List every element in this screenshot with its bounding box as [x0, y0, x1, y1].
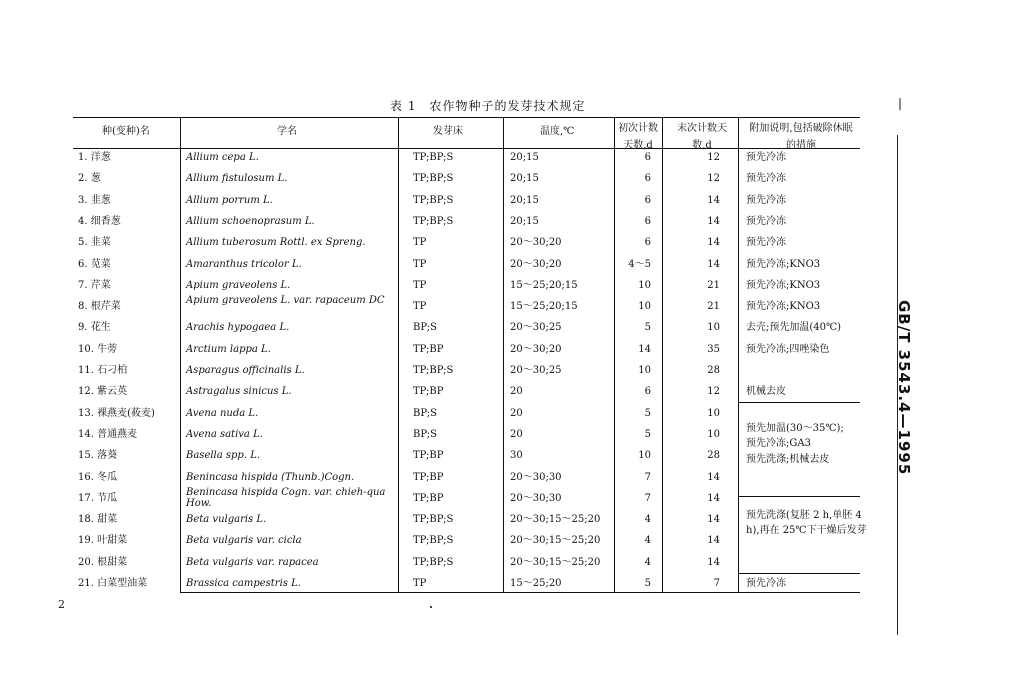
scan-dot — [430, 606, 432, 608]
cell-final-count: 14 — [707, 216, 720, 227]
cell-final-count: 12 — [707, 386, 720, 397]
cell-temp: 30 — [510, 450, 523, 461]
cell-note: 预先冷冻 — [746, 195, 786, 206]
cell-note: 预先冷冻 — [746, 173, 786, 184]
cell-final-count: 7 — [713, 578, 720, 589]
cell-final-count: 10 — [707, 408, 720, 419]
cell-first-count: 4～5 — [628, 259, 651, 270]
cell-temp: 15～25;20 — [510, 578, 562, 589]
cell-species: 19. 叶甜菜 — [78, 535, 128, 546]
cell-first-count: 5 — [644, 408, 651, 419]
cell-temp: 20～30;20 — [510, 259, 562, 270]
col-divider-2 — [398, 117, 399, 593]
cell-latin: Arachis hypogaea L. — [186, 322, 290, 333]
cell-latin: Benincasa hispida (Thunb.)Cogn. — [186, 472, 355, 483]
cell-temp: 20 — [510, 408, 523, 419]
cell-species: 21. 白菜型油菜 — [78, 578, 148, 589]
cell-latin: Allium fistulosum L. — [186, 173, 288, 184]
cell-final-count: 21 — [707, 280, 720, 291]
cell-species: 8. 根芹菜 — [78, 301, 121, 312]
table-bottom-rule — [180, 592, 860, 593]
cell-bed: BP;S — [413, 408, 437, 419]
cell-temp: 20～30;30 — [510, 493, 562, 504]
cell-latin: Astragalus sinicus L. — [186, 386, 292, 397]
cell-note: 预先冷冻;KNO3 — [746, 259, 821, 270]
page-mark: | — [898, 96, 903, 110]
header-first-count: 初次计数天数,d — [618, 123, 658, 151]
cell-bed: TP;BP;S — [413, 195, 454, 206]
cell-latin: Brassica campestris L. — [186, 578, 301, 589]
table-top-rule — [73, 117, 860, 118]
cell-latin: Allium tuberosum Rottl. ex Spreng. — [186, 237, 366, 248]
cell-species: 3. 韭葱 — [78, 195, 111, 206]
cell-temp: 20～30;20 — [510, 237, 562, 248]
cell-bed: TP;BP — [413, 344, 444, 355]
cell-latin: Apium graveolens L. var. rapaceum DC — [186, 295, 385, 306]
cell-final-count: 14 — [707, 535, 720, 546]
cell-bed: TP;BP;S — [413, 152, 454, 163]
cell-first-count: 5 — [644, 429, 651, 440]
cell-note: 预先冷冻 — [746, 237, 786, 248]
table-title: 表 1 农作物种子的发芽技术规定 — [390, 99, 586, 113]
cell-temp: 20 — [510, 386, 523, 397]
cell-species: 10. 牛蒡 — [78, 344, 118, 355]
cell-first-count: 4 — [644, 535, 651, 546]
header-bottom-rule — [73, 148, 860, 149]
cell-species: 6. 苋菜 — [78, 259, 111, 270]
header-final-count: 末次计数天数,d — [677, 123, 727, 151]
cell-note: 预先冷冻;KNO3 — [746, 301, 821, 312]
cell-first-count: 10 — [638, 301, 651, 312]
cell-latin: Avena nuda L. — [186, 408, 259, 419]
cell-species: 16. 冬瓜 — [78, 472, 118, 483]
cell-species: 18. 甜菜 — [78, 514, 118, 525]
cell-temp: 20;15 — [510, 152, 539, 163]
cell-latin: Allium cepa L. — [186, 152, 259, 163]
cell-first-count: 4 — [644, 514, 651, 525]
header-species: 种(变种)名 — [102, 126, 150, 137]
cell-first-count: 6 — [644, 195, 651, 206]
cell-first-count: 6 — [644, 173, 651, 184]
cell-species: 14. 普通燕麦 — [78, 429, 138, 440]
standard-code: GB/T 3543.4—1995 — [895, 300, 913, 476]
cell-bed: TP;BP;S — [413, 173, 454, 184]
cell-latin: Arctium lappa L. — [186, 344, 271, 355]
cell-species: 2. 葱 — [78, 173, 101, 184]
cell-species: 5. 韭菜 — [78, 237, 111, 248]
header-temp: 温度,℃ — [540, 126, 575, 137]
cell-bed: TP;BP;S — [413, 514, 454, 525]
cell-temp: 15～25;20;15 — [510, 280, 578, 291]
note-sep-2 — [738, 496, 860, 497]
cell-species: 12. 紫云英 — [78, 386, 128, 397]
cell-bed: TP — [413, 301, 427, 312]
cell-final-count: 14 — [707, 557, 720, 568]
cell-temp: 20～30;20 — [510, 344, 562, 355]
cell-first-count: 7 — [644, 493, 651, 504]
cell-temp: 20～30;25 — [510, 322, 562, 333]
cell-bed: TP;BP;S — [413, 216, 454, 227]
cell-latin: Avena sativa L. — [186, 429, 263, 440]
cell-species: 15. 落葵 — [78, 450, 118, 461]
cell-first-count: 10 — [638, 450, 651, 461]
note-sep-3 — [738, 573, 860, 574]
note-sep-1 — [738, 402, 860, 403]
cell-final-count: 12 — [707, 152, 720, 163]
cell-temp: 20～30;15～25;20 — [510, 557, 601, 568]
cell-bed: BP;S — [413, 429, 437, 440]
cell-latin: Apium graveolens L. — [186, 280, 291, 291]
cell-species: 7. 芹菜 — [78, 280, 111, 291]
cell-temp: 20～30;15～25;20 — [510, 514, 601, 525]
cell-final-count: 10 — [707, 322, 720, 333]
cell-latin: Asparagus officinalis L. — [186, 365, 305, 376]
merged-note-beet: 预先洗涤(复胚 2 h,单胚 4 h),再在 25℃下干燥后发芽 — [746, 510, 867, 536]
cell-latin: Benincasa hispida Cogn. var. chieh-qua How. — [186, 487, 386, 509]
cell-temp: 20;15 — [510, 195, 539, 206]
cell-species: 13. 裸燕麦(莜麦) — [78, 408, 155, 419]
cell-first-count: 5 — [644, 578, 651, 589]
cell-latin: Beta vulgaris L. — [186, 514, 267, 525]
cell-temp: 20 — [510, 429, 523, 440]
cell-temp: 15～25;20;15 — [510, 301, 578, 312]
cell-species: 4. 细香葱 — [78, 216, 121, 227]
cell-latin: Basella spp. L. — [186, 450, 261, 461]
cell-final-count: 28 — [707, 450, 720, 461]
cell-bed: TP — [413, 259, 427, 270]
cell-latin: Amaranthus tricolor L. — [186, 259, 302, 270]
col-divider-5 — [662, 117, 663, 593]
col-divider-6 — [738, 117, 739, 593]
cell-final-count: 35 — [707, 344, 720, 355]
cell-final-count: 14 — [707, 237, 720, 248]
cell-note: 预先冷冻;KNO3 — [746, 280, 821, 291]
cell-first-count: 5 — [644, 322, 651, 333]
cell-first-count: 14 — [638, 344, 651, 355]
header-latin: 学名 — [277, 126, 297, 137]
cell-bed: TP — [413, 578, 427, 589]
cell-note: 预先冷冻 — [746, 216, 786, 227]
cell-latin: Allium schoenoprasum L. — [186, 216, 315, 227]
cell-temp: 20～30;30 — [510, 472, 562, 483]
cell-note: 去壳;预先加温(40℃) — [746, 322, 842, 333]
col-divider-4 — [614, 117, 615, 593]
cell-first-count: 6 — [644, 386, 651, 397]
cell-first-count: 10 — [638, 280, 651, 291]
cell-note: 预先冷冻 — [746, 578, 786, 589]
cell-first-count: 6 — [644, 237, 651, 248]
col-divider-3 — [503, 117, 504, 593]
cell-bed: TP;BP — [413, 450, 444, 461]
cell-species: 17. 节瓜 — [78, 493, 118, 504]
merged-note-gourd: 预先洗涤;机械去皮 — [746, 454, 830, 465]
cell-latin: Beta vulgaris var. rapacea — [186, 557, 319, 568]
cell-note: 预先冷冻;四唑染色 — [746, 344, 830, 355]
merged-note-oats: 预先加温(30～35℃); 预先冷冻;GA3 — [746, 423, 844, 449]
cell-temp: 20;15 — [510, 173, 539, 184]
cell-bed: TP;BP;S — [413, 535, 454, 546]
cell-latin: Beta vulgaris var. cicla — [186, 535, 302, 546]
cell-final-count: 21 — [707, 301, 720, 312]
cell-bed: TP;BP;S — [413, 365, 454, 376]
cell-bed: TP;BP;S — [413, 557, 454, 568]
cell-bed: TP;BP — [413, 472, 444, 483]
cell-final-count: 14 — [707, 514, 720, 525]
page-number: 2 — [58, 598, 65, 611]
cell-first-count: 4 — [644, 557, 651, 568]
header-bed: 发芽床 — [433, 126, 463, 137]
col-divider-1 — [180, 117, 181, 593]
cell-final-count: 14 — [707, 195, 720, 206]
cell-note: 机械去皮 — [746, 386, 786, 397]
cell-latin: Allium porrum L. — [186, 195, 273, 206]
cell-note: 预先冷冻 — [746, 152, 786, 163]
cell-final-count: 12 — [707, 173, 720, 184]
cell-first-count: 6 — [644, 152, 651, 163]
cell-first-count: 10 — [638, 365, 651, 376]
cell-species: 9. 花生 — [78, 322, 111, 333]
cell-bed: TP;BP — [413, 493, 444, 504]
cell-species: 1. 洋葱 — [78, 152, 111, 163]
cell-bed: TP — [413, 237, 427, 248]
cell-bed: TP — [413, 280, 427, 291]
cell-species: 11. 石刁柏 — [78, 365, 128, 376]
cell-temp: 20～30;25 — [510, 365, 562, 376]
cell-bed: BP;S — [413, 322, 437, 333]
cell-first-count: 6 — [644, 216, 651, 227]
cell-final-count: 14 — [707, 472, 720, 483]
header-notes: 附加说明,包括破除休眠的措施 — [749, 123, 853, 151]
cell-final-count: 14 — [707, 493, 720, 504]
cell-species: 20. 根甜菜 — [78, 557, 128, 568]
cell-bed: TP;BP — [413, 386, 444, 397]
cell-temp: 20～30;15～25;20 — [510, 535, 601, 546]
cell-first-count: 7 — [644, 472, 651, 483]
cell-temp: 20;15 — [510, 216, 539, 227]
cell-final-count: 10 — [707, 429, 720, 440]
cell-final-count: 14 — [707, 259, 720, 270]
cell-final-count: 28 — [707, 365, 720, 376]
